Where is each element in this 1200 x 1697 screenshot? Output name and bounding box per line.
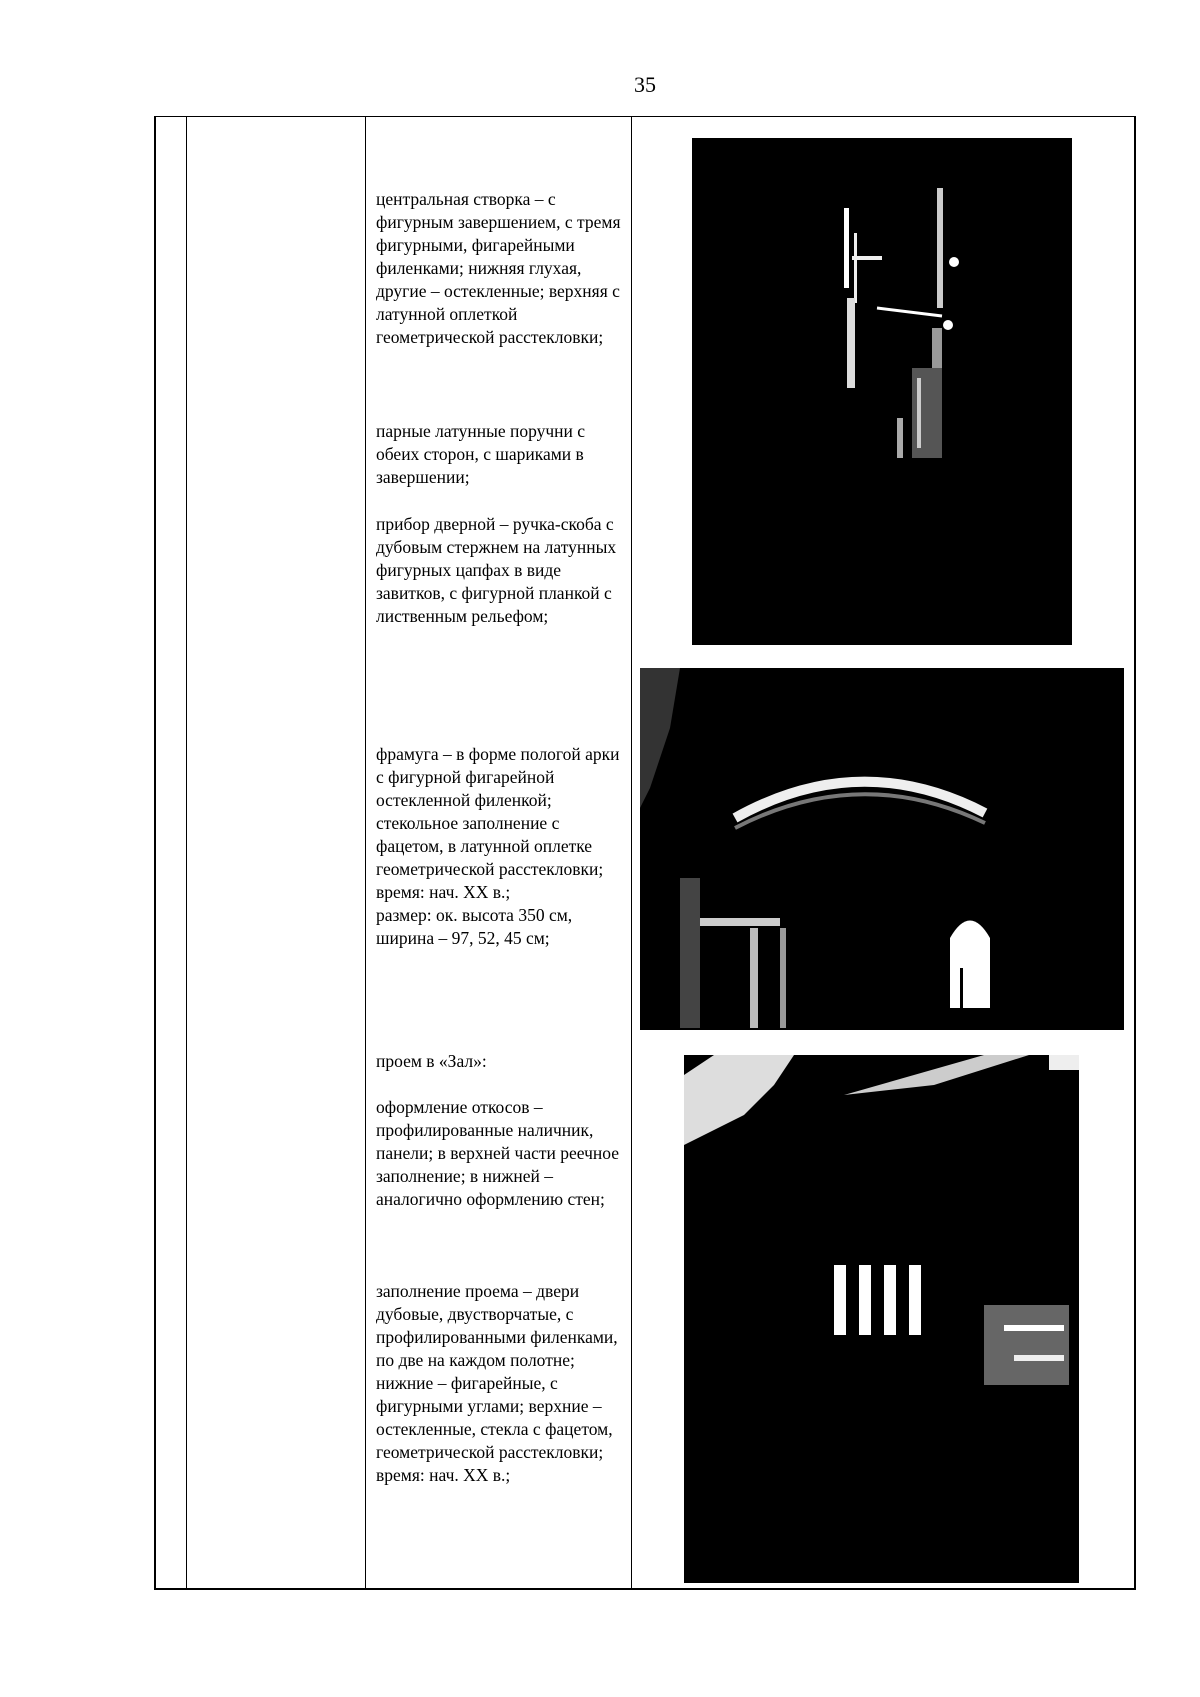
text-door-handle: прибор дверной – ручка-скоба с дубовым стержнем на латунных фигурных цапфах в виде завитков, с фигурной планкой с лиственным рельефом; xyxy=(376,514,617,626)
description-block-2 xyxy=(376,420,626,489)
text-time-1: время: нач. XX в.; xyxy=(376,882,511,902)
text-handrails: парные латунные поручни с обеих сторон, с шариками в завершении; xyxy=(376,421,586,487)
description-block-4 xyxy=(376,743,626,950)
text-time-2: время: нач. XX в.; xyxy=(376,1465,511,1485)
text-reveals: оформление откосов – профилированные наличник, панели; в верхней части реечное заполнение; в нижней – аналогично оформлению стен; xyxy=(376,1097,620,1209)
page-number: 35 xyxy=(634,72,656,97)
text-size-height: размер: ок. высота 350 см, xyxy=(376,905,573,925)
text-door-fill: заполнение проема – двери дубовые, двустворчатые, с профилированными филенками, по две на каждом полотне; нижние – фигарейные, с фигурными углами; верхние – остекленные, стекла с фацетом, геометрической расстекловки; xyxy=(376,1281,618,1462)
text-size-width: ширина – 97, 52, 45 см; xyxy=(376,928,550,948)
description-block-7 xyxy=(376,1280,626,1487)
column-divider-1 xyxy=(186,116,187,1590)
column-divider-2 xyxy=(365,116,366,1590)
description-block-5 xyxy=(376,1050,626,1073)
description-block-1 xyxy=(376,188,626,349)
text-transom: фрамуга – в форме пологой арки с фигурной фигарейной остекленной филенкой; стекольное заполнение с фацетом, в латунной оплетке геометрической расстекловки; xyxy=(376,744,620,879)
text-central-leaf: центральная створка – с фигурным завершением, с тремя фигурными, фигарейными филенками; нижняя глухая, другие – остекленные; верхняя с латунной оплеткой геометрической расстекловки; xyxy=(376,189,621,347)
photo-transom-arch xyxy=(640,668,1124,1030)
description-block-3 xyxy=(376,513,626,628)
photo-hall-doorway xyxy=(684,1055,1079,1583)
description-block-6 xyxy=(376,1096,626,1211)
text-opening-hall: проем в «Зал»: xyxy=(376,1051,487,1071)
photo-door-handle xyxy=(692,138,1072,645)
column-divider-3 xyxy=(631,116,632,1590)
